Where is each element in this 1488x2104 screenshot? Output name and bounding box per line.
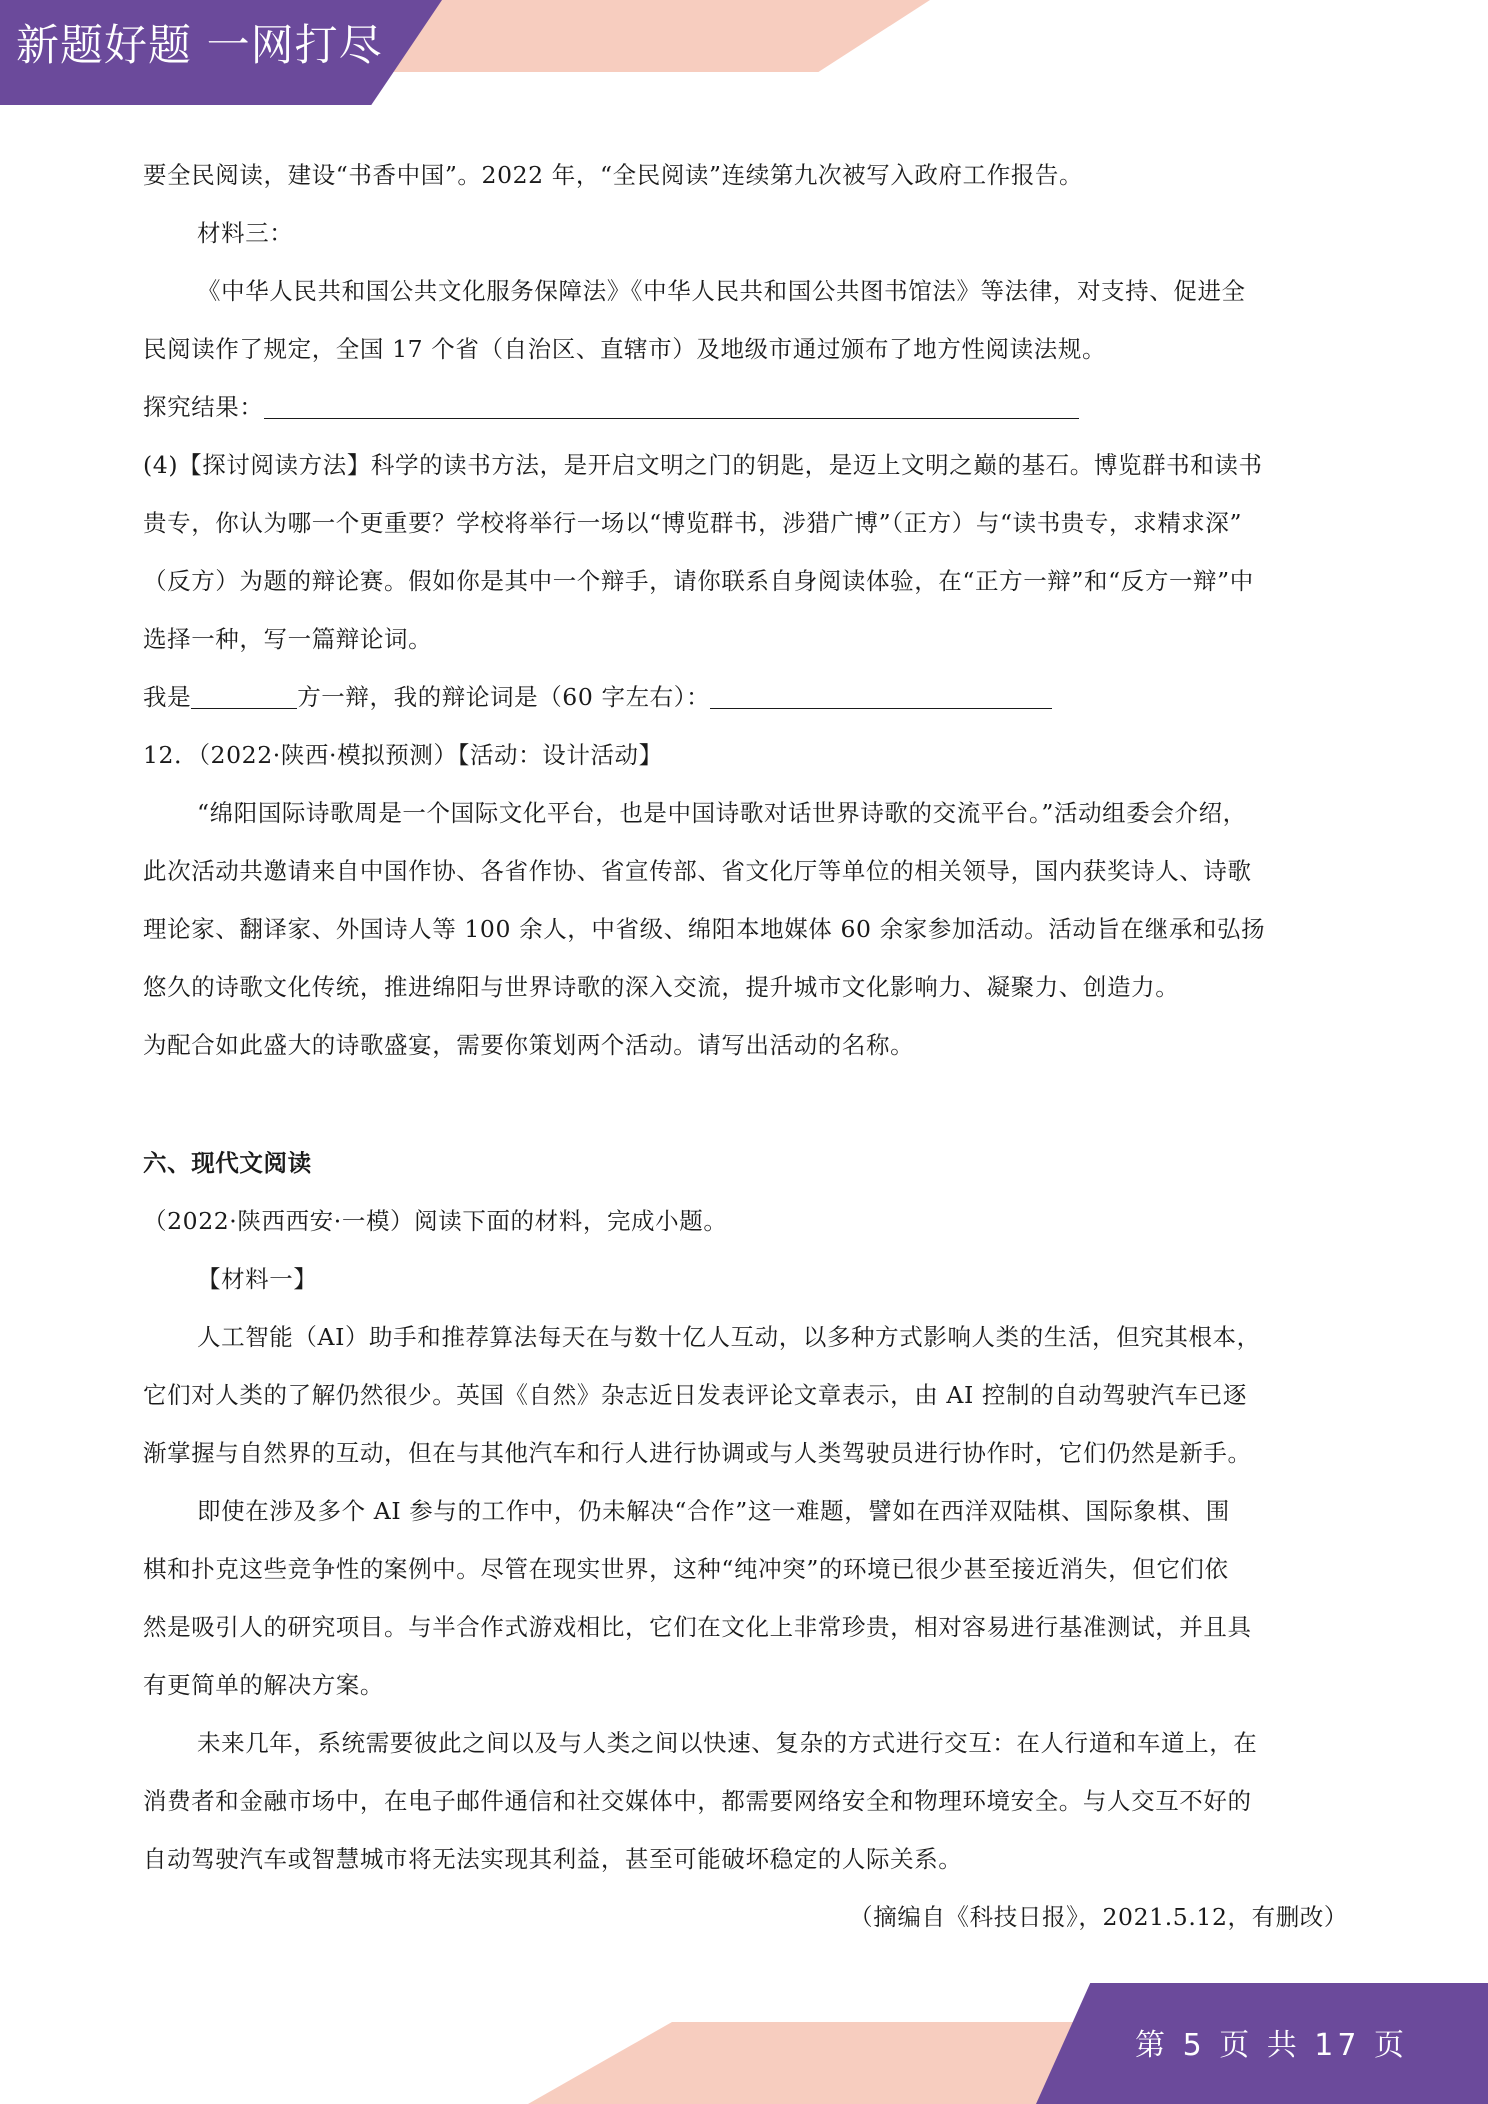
inquiry-result-label: 探究结果： <box>143 393 264 421</box>
text-line: 消费者和金融市场中，在电子邮件通信和社交媒体中，都需要网络安全和物理环境安全。与人交互不好的 <box>143 1787 1252 1815</box>
text-line: 然是吸引人的研究项目。与半合作式游戏相比，它们在文化上非常珍贵，相对容易进行基准测试，并且具 <box>143 1613 1252 1641</box>
text-line: 理论家、翻译家、外国诗人等 100 余人，中省级、绵阳本地媒体 60 余家参加活动。活动旨在继承和弘扬 <box>143 915 1266 943</box>
text-line: 棋和扑克这些竞争性的案例中。尽管在现实世界，这种“纯冲突”的环境已很少甚至接近消失，但它们依 <box>143 1555 1229 1583</box>
page-number: 第 5 页 共 17 页 <box>1135 2028 1408 2063</box>
text-line: 即使在涉及多个 AI 参与的工作中，仍未解决“合作”这一难题，譬如在西洋双陆棋、国际象棋、围 <box>197 1497 1230 1525</box>
reading-instruction: （2022·陕西西安·一模）阅读下面的材料，完成小题。 <box>143 1207 728 1235</box>
text-line: 它们对人类的了解仍然很少。英国《自然》杂志近日发表评论文章表示，由 AI 控制的自动驾驶汽车已逐 <box>143 1381 1247 1409</box>
text-line: “绵阳国际诗歌周是一个国际文化平台，也是中国诗歌对话世界诗歌的交流平台。”活动组委会介绍， <box>197 799 1247 827</box>
section-heading: 六、现代文阅读 <box>143 1149 312 1177</box>
text-line: 为配合如此盛大的诗歌盛宴，需要你策划两个活动。请写出活动的名称。 <box>143 1031 915 1059</box>
text-line: 要全民阅读，建设“书香中国”。2022 年，“全民阅读”连续第九次被写入政府工作报告。 <box>143 161 1084 189</box>
text-line: 未来几年，系统需要彼此之间以及与人类之间以快速、复杂的方式进行交互：在人行道和车道上，在 <box>197 1729 1258 1757</box>
answer-blank[interactable] <box>264 390 1079 419</box>
text-line: （反方）为题的辩论赛。假如你是其中一个辩手，请你联系自身阅读体验，在“正方一辩”和“反方一辩”中 <box>143 567 1254 595</box>
question-4-line: (4)【探讨阅读方法】科学的读书方法，是开启文明之门的钥匙，是迈上文明之巅的基石。博览群书和读书 <box>143 451 1263 479</box>
material-1-label: 【材料一】 <box>197 1265 318 1293</box>
text-line: 有更简单的解决方案。 <box>143 1671 384 1699</box>
text-line: 人工智能（AI）助手和推荐算法每天在与数十亿人互动，以多种方式影响人类的生活，但究其根本， <box>197 1323 1261 1351</box>
text-line: 选择一种，写一篇辩论词。 <box>143 625 433 653</box>
text-line: 民阅读作了规定，全国 17 个省（自治区、直辖市）及地级市通过颁布了地方性阅读法规。 <box>143 335 1107 363</box>
inquiry-result-line <box>143 378 1348 436</box>
material-3-label: 材料三： <box>197 219 294 247</box>
text-line: 贵专，你认为哪一个更重要？学校将举行一场以“博览群书，涉猎广博”（正方）与“读书贵专，求精求深” <box>143 509 1243 537</box>
text-line: 《中华人民共和国公共文化服务保障法》《中华人民共和国公共图书馆法》等法律，对支持、促进全 <box>197 277 1246 305</box>
text-line: 渐掌握与自然界的互动，但在与其他汽车和行人进行协调或与人类驾驶员进行协作时，它们仍然是新手。 <box>143 1439 1252 1467</box>
debate-answer-line: 我是 方一辩，我的辩论词是（60 字左右）： <box>143 668 1348 726</box>
source-citation: （摘编自《科技日报》，2021.5.12，有删改） <box>849 1903 1348 1931</box>
text-line: 自动驾驶汽车或智慧城市将无法实现其利益，甚至可能破坏稳定的人际关系。 <box>143 1845 963 1873</box>
answer-blank[interactable] <box>710 680 1052 709</box>
section-gap <box>143 1074 1348 1134</box>
text-line: 此次活动共邀请来自中国作协、各省作协、省宣传部、省文化厅等单位的相关领导，国内获奖诗人、诗歌 <box>143 857 1252 885</box>
side-blank[interactable] <box>191 680 297 709</box>
document-body <box>143 146 1348 1946</box>
question-12-heading: 12．（2022·陕西·模拟预测）【活动：设计活动】 <box>143 741 663 769</box>
text-line: 悠久的诗歌文化传统，推进绵阳与世界诗歌的深入交流，提升城市文化影响力、凝聚力、创造力。 <box>143 973 1180 1001</box>
header-title: 新题好题 一网打尽 <box>16 21 383 71</box>
